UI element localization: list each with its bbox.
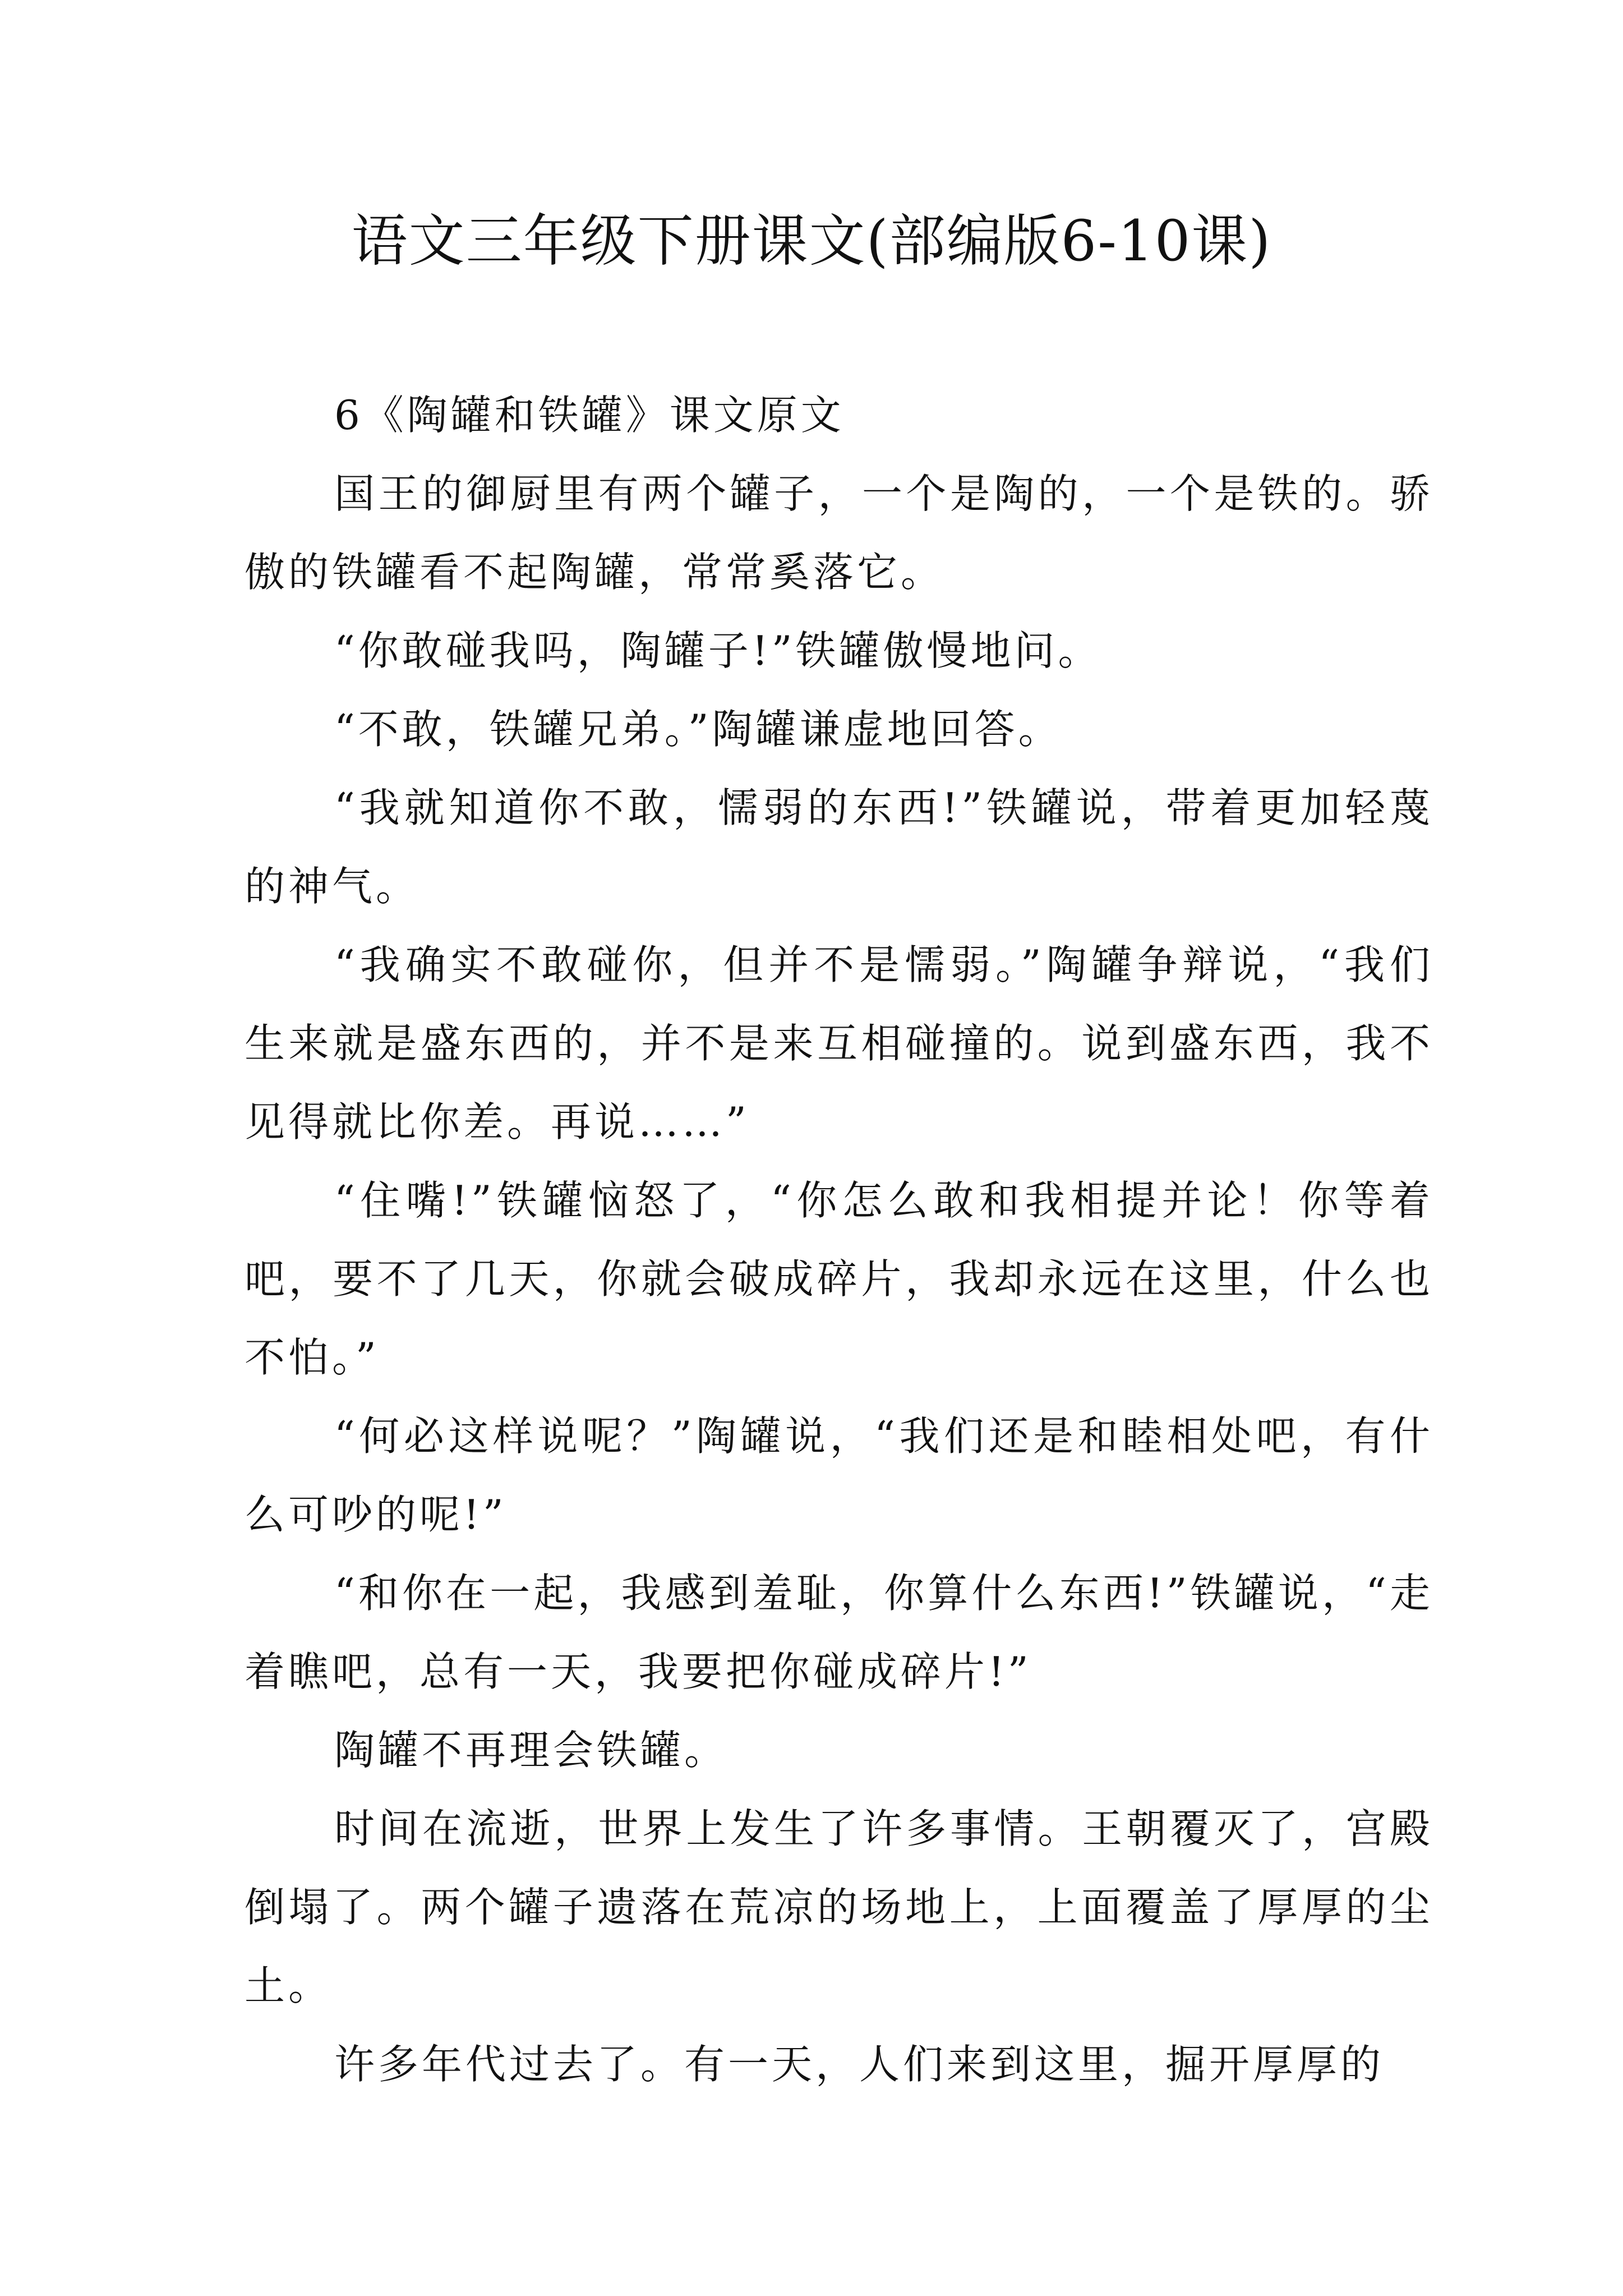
paragraph: “住嘴!”铁罐恼怒了，“你怎么敢和我相提并论！你等着吧，要不了几天，你就会破成碎片，我却永远在这里，什么也不怕。” bbox=[245, 1177, 1433, 1381]
paragraph: “我就知道你不敢，懦弱的东西!”铁罐说，带着更加轻蔑的神气。 bbox=[245, 784, 1433, 910]
paragraph: “何必这样说呢？”陶罐说，“我们还是和睦相处吧，有什么可吵的呢!” bbox=[245, 1412, 1433, 1538]
paragraph: 陶罐不再理会铁罐。 bbox=[334, 1727, 728, 1774]
paragraph: “你敢碰我吗，陶罐子!”铁罐傲慢地问。 bbox=[334, 627, 1102, 674]
paragraph: “和你在一起，我感到羞耻，你算什么东西!”铁罐说，“走着瞧吧，总有一天，我要把你碰成碎片!” bbox=[245, 1570, 1433, 1695]
document-title: 语文三年级下册课文(部编版6-10课) bbox=[351, 208, 1272, 274]
paragraph: 国王的御厨里有两个罐子，一个是陶的，一个是铁的。骄傲的铁罐看不起陶罐，常常奚落它。 bbox=[245, 470, 1433, 596]
paragraph: “我确实不敢碰你，但并不是懦弱。”陶罐争辩说，“我们生来就是盛东西的，并不是来互相碰撞的。说到盛东西，我不见得就比你差。再说……” bbox=[245, 941, 1433, 1145]
lesson-heading: 6《陶罐和铁罐》课文原文 bbox=[334, 392, 845, 439]
paragraph: 许多年代过去了。有一天，人们来到这里，掘开厚厚的 bbox=[334, 2041, 1385, 2088]
document-body bbox=[245, 376, 1433, 2104]
paragraph: 时间在流逝，世界上发生了许多事情。王朝覆灭了，宫殿倒塌了。两个罐子遗落在荒凉的场地上，上面覆盖了厚厚的尘土。 bbox=[245, 1805, 1433, 2009]
paragraph: “不敢，铁罐兄弟。”陶罐谦虚地回答。 bbox=[334, 706, 1062, 753]
